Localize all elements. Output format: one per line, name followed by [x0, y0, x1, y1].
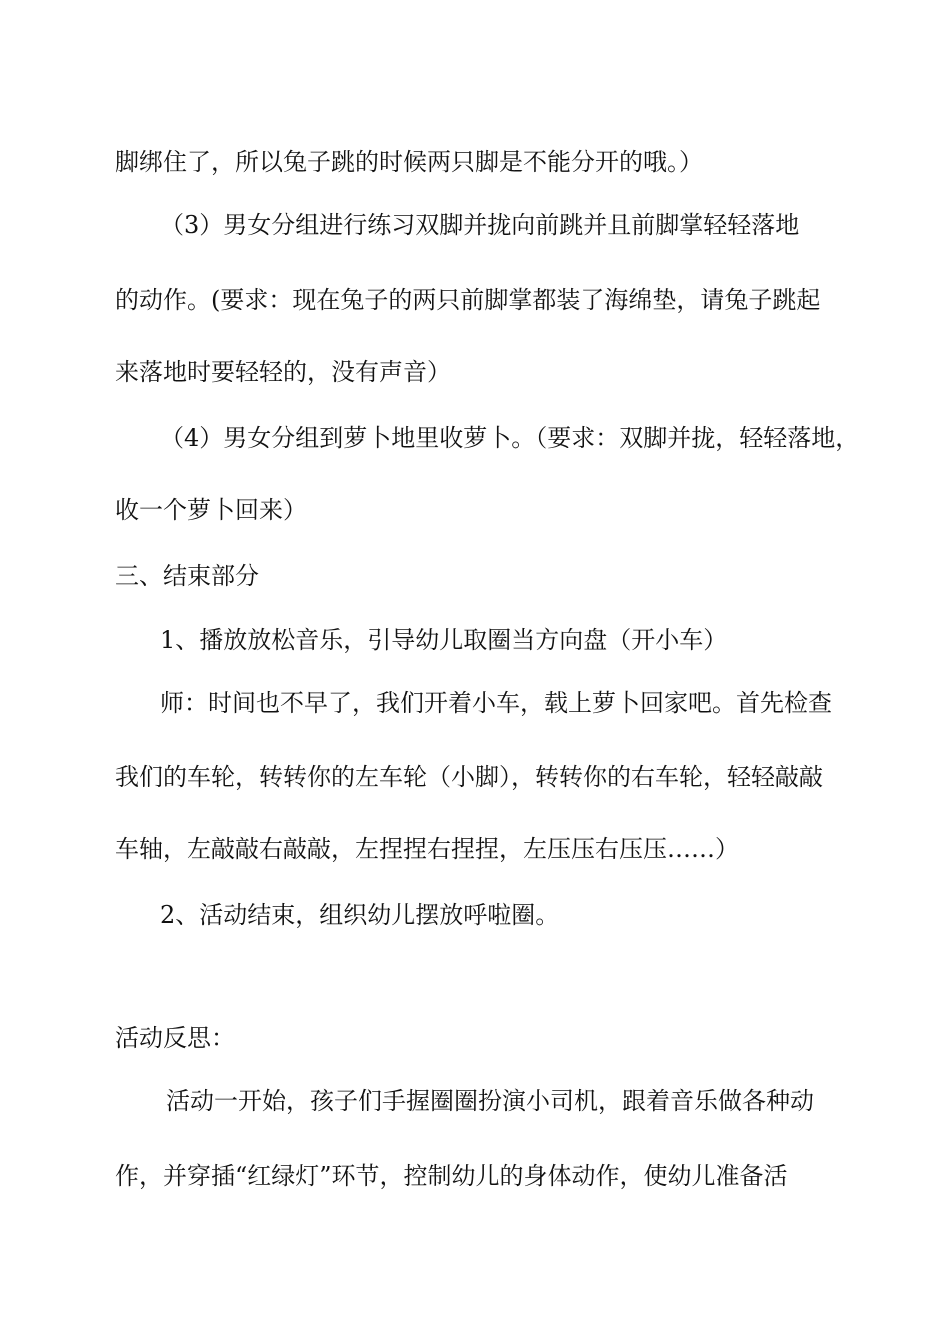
text-line-15: 作，并穿插“红绿灯”环节，控制幼儿的身体动作，使幼儿准备活 [115, 1162, 788, 1190]
text-line-14: 活动一开始，孩子们手握圈圈扮演小司机，跟着音乐做各种动 [166, 1087, 814, 1115]
section-heading: 三、结束部分 [115, 562, 259, 590]
text-line-8: 1、播放放松音乐，引导幼儿取圈当方向盘（开小车） [160, 626, 728, 654]
text-line-2: （3）男女分组进行练习双脚并拢向前跳并且前脚掌轻轻落地 [160, 211, 800, 239]
text-line-11: 车轴，左敲敲右敲敲，左捏捏右捏捏，左压压右压压……） [115, 835, 739, 863]
text-line-10: 我们的车轮，转转你的左车轮（小脚），转转你的右车轮，轻轻敲敲 [115, 763, 823, 791]
text-line-5: （4）男女分组到萝卜地里收萝卜。（要求：双脚并拢，轻轻落地， [160, 424, 860, 452]
text-line-6: 收一个萝卜回来） [115, 496, 307, 524]
text-line-1: 脚绑住了，所以兔子跳的时候两只脚是不能分开的哦。） [115, 148, 703, 176]
reflection-heading: 活动反思： [115, 1024, 235, 1052]
text-line-4: 来落地时要轻轻的，没有声音） [115, 358, 451, 386]
text-line-3: 的动作。(要求：现在兔子的两只前脚掌都装了海绵垫，请兔子跳起 [115, 286, 821, 314]
text-line-9: 师：时间也不早了，我们开着小车，载上萝卜回家吧。首先检查 [160, 689, 832, 717]
text-line-12: 2、活动结束，组织幼儿摆放呼啦圈。 [160, 901, 560, 929]
